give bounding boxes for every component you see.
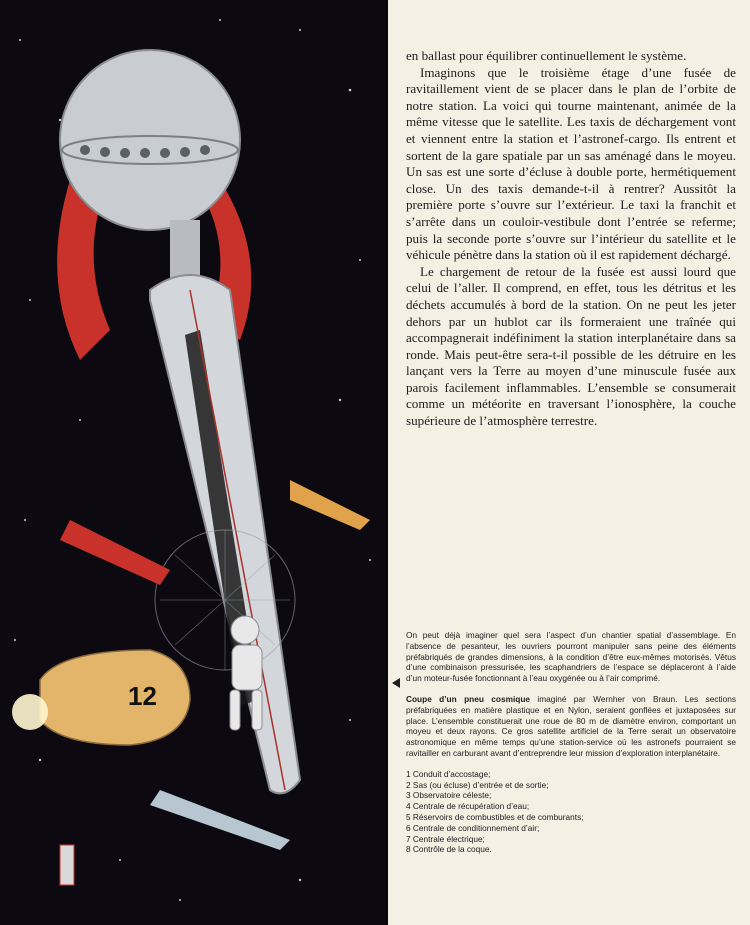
legend-item: 1 Conduit d’accostage;	[406, 768, 491, 779]
astronaut	[230, 616, 262, 730]
caption-2-text: imaginé par Wernher von Braun. Les sections préfabriquées en matière plastique et en Nylon, seraient gonflées et juxtaposées sur place. L’ensemble constituerait une roue de 80 m de diamètre environ, comportant un moyeu et deux rayons. Ce gros satellite artificiel de la Terre serait un observatoire astronomique en même temps qu’une station-service où les astronefs pourraient se ravitailler en carburant avant d’entreprendre leur mission d’exploration interplanétaire.	[406, 693, 736, 758]
caption-2-title: Coupe d’un pneu cosmique	[406, 693, 530, 704]
paragraph: en ballast pour équilibrer continuellement le système.	[406, 48, 687, 63]
caption-1: On peut déjà imaginer quel sera l’aspect d’un chantier spatial d’assemblage. En l’absence de pesanteur, les ouvriers pourront manipuler sans peine des éléments préfabriqués de grandes dimensions, à la condition d’être eux-mêmes motorisés. Vêtus d’une combinaison pressurisée, les scaphandriers de l’espace se déplaceront à l’aide d’un moteur-fusée fonctionnant à l’eau oxygénée ou à l’air comprimé.	[406, 630, 736, 684]
legend-item: 7 Centrale électrique;	[406, 833, 485, 844]
cargo-pod	[40, 650, 190, 745]
legend-item: 5 Réservoirs de combustibles et de comburants;	[406, 811, 584, 822]
paragraph: Le chargement de retour de la fusée est aussi lourd que celui de l’aller. Il comprend, en effet, tous les détritus et les déchets accumulés à bord de la station. On ne peut les jeter dehors par un hublot car ils formeraient une traînée qui accompagnerait indéfiniment la station interplanétaire dans sa ronde. Mais peut-être sera-t-il possible de les détruire en les lançant vers la Terre au moyen d’une minuscule fusée aux parois facilement inflammables. L’ensemble se consumerait comme un météorite en traversant l’ionosphère, la couche supérieure de l’atmosphère terrestre.	[406, 263, 736, 429]
caption-2	[406, 694, 736, 759]
red-rocket	[60, 520, 170, 585]
caption-arrow-icon	[392, 678, 400, 688]
legend-item: 3 Observatoire céleste;	[406, 790, 492, 801]
legend-item: 2 Sas (ou écluse) d’entrée et de sortie;	[406, 779, 549, 790]
paragraph: Imaginons que le troisième étage d’une fusée de ravitaillement vient de se placer dans le plan de l’orbite de notre station. La voici qui tourne maintenant, animée de la même vitesse que le satellite. Les taxis de déchargement vont et viennent entre la station et l’astronef-cargo. Ils entrent et sortent de la gare spatiale par un sas aménagé dans le moyeu. Un sas est une sorte d’écluse à double porte, hermétiquement close. Un des taxis demande-t-il à rentrer? Aussitôt la première porte s’ouvre sur l’extérieur. Le taxi la franchit et s’arrête dans un couloir-vestibule dont l’entrée se referme; puis la seconde porte s’ouvre sur l’intérieur du satellite et le véhicule pénètre dans la station où il est rapidement déchargé.	[406, 64, 736, 263]
legend-item: 6 Centrale de conditionnement d’air;	[406, 822, 540, 833]
article-body	[406, 48, 736, 430]
orange-rocket	[290, 480, 370, 530]
marker-post	[60, 845, 74, 885]
legend-item: 8 Contrôle de la coque.	[406, 844, 492, 855]
legend-list	[406, 769, 736, 855]
pod-number: 12	[128, 681, 157, 711]
text-page	[388, 0, 750, 925]
silver-jet	[150, 790, 290, 850]
docking-neck	[170, 220, 200, 280]
captions	[406, 630, 736, 855]
legend-item: 4 Centrale de récupération d’eau;	[406, 801, 530, 812]
